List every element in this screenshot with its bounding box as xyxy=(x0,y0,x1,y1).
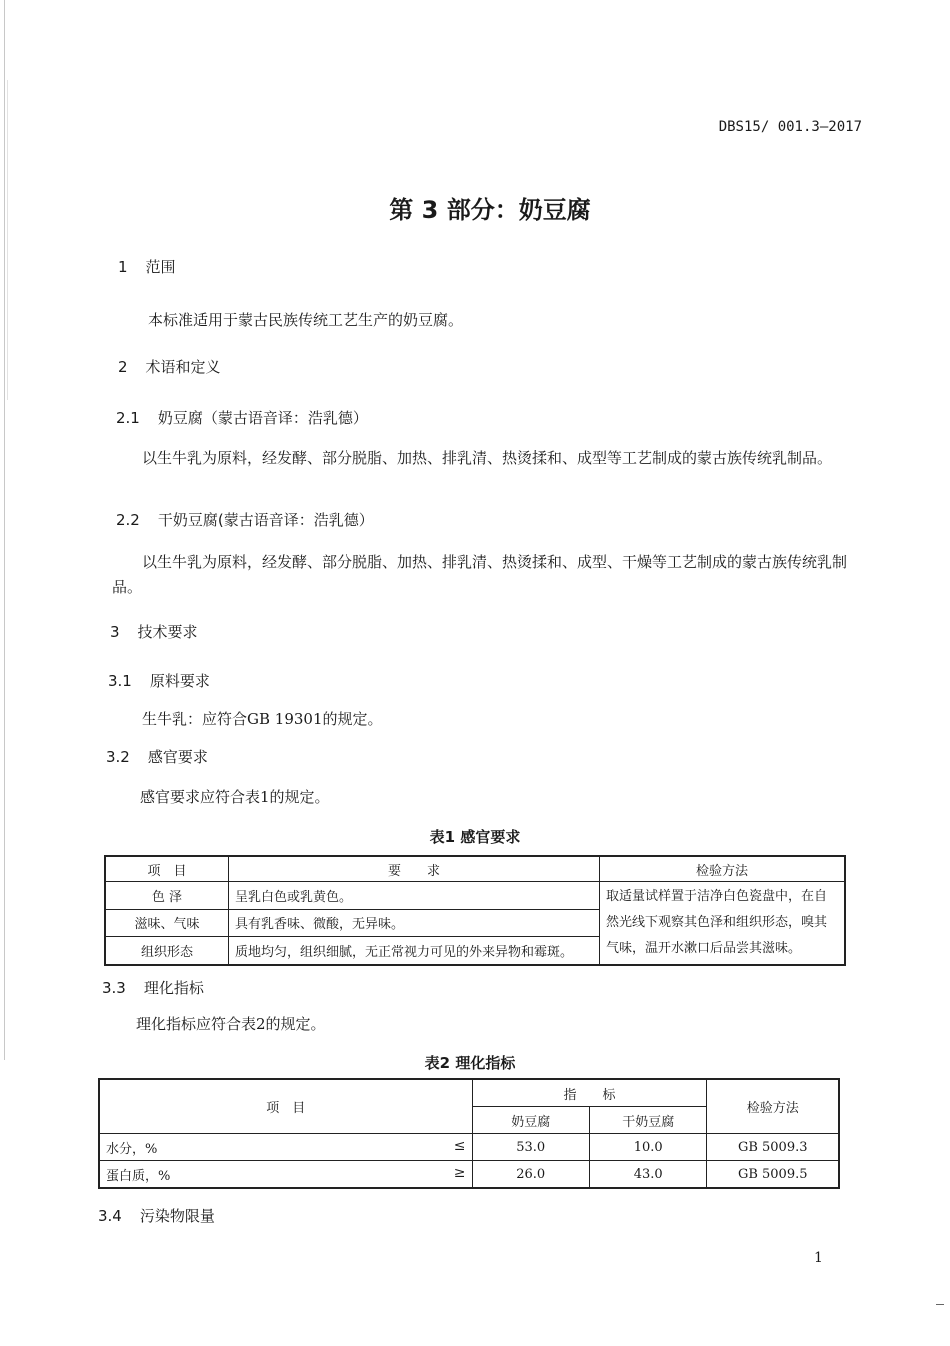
row-item xyxy=(99,1161,472,1189)
value-milk-tofu: 53.0 xyxy=(472,1134,589,1161)
section-title: 奶豆腐（蒙古语音译：浩乳德） xyxy=(157,409,368,427)
table-header-row xyxy=(105,856,845,882)
section-number: 3.4 xyxy=(98,1207,122,1225)
scan-edge-line-faint xyxy=(7,80,8,400)
table-row xyxy=(99,1134,839,1161)
value-dried-milk-tofu: 10.0 xyxy=(589,1134,706,1161)
section-number: 2.1 xyxy=(116,409,140,427)
section-number: 2.2 xyxy=(116,511,140,529)
value-dried-milk-tofu: 43.0 xyxy=(589,1161,706,1189)
table-2-caption: 表2 理化指标 xyxy=(424,1054,516,1072)
section-number: 1 xyxy=(118,258,128,276)
header-milk-tofu: 奶豆腐 xyxy=(472,1107,589,1134)
sensory-table xyxy=(104,855,846,966)
section-3-1-text: 生牛乳：应符合GB 19301的规定。 xyxy=(142,710,383,728)
section-3-2-heading xyxy=(106,746,208,767)
physicochemical-table xyxy=(98,1078,840,1189)
row-item xyxy=(99,1134,472,1161)
section-2-1-heading xyxy=(116,407,368,428)
header-index: 指 标 xyxy=(472,1079,707,1107)
item-label: 水分，% xyxy=(106,1141,158,1157)
section-number: 3.2 xyxy=(106,748,130,766)
section-title: 污染物限量 xyxy=(139,1207,215,1225)
inspection-method: 取适量试样置于洁净白色瓷盘中，在自然光线下观察其色泽和组织形态，嗅其气味，温开水漱口后品尝其滋味。 xyxy=(600,882,846,966)
section-1-text: 本标准适用于蒙古民族传统工艺生产的奶豆腐。 xyxy=(148,311,464,329)
section-title: 理化指标 xyxy=(143,979,204,997)
row-method: GB 5009.5 xyxy=(707,1161,839,1189)
section-number: 2 xyxy=(118,358,128,376)
row-requirement: 具有乳香味、微酸，无异味。 xyxy=(229,909,600,937)
section-title: 干奶豆腐(蒙古语音译：浩乳德） xyxy=(157,511,374,529)
scan-mark xyxy=(936,1304,944,1305)
header-method: 检验方法 xyxy=(707,1079,839,1134)
section-1-heading xyxy=(118,256,176,277)
section-3-3-text: 理化指标应符合表2的规定。 xyxy=(136,1015,326,1033)
header-dried-milk-tofu: 干奶豆腐 xyxy=(589,1107,706,1134)
section-2-heading xyxy=(118,356,221,377)
header-item: 项 目 xyxy=(99,1079,472,1134)
section-3-2-text: 感官要求应符合表1的规定。 xyxy=(140,788,330,806)
table-1-caption: 表1 感官要求 xyxy=(429,828,521,846)
section-title: 技术要求 xyxy=(137,623,198,641)
section-2-2-text: 以生牛乳为原料，经发酵、部分脱脂、加热、排乳清、热烫揉和、成型、干燥等工艺制成的蒙古族传统乳制品。 xyxy=(112,553,848,596)
row-item: 滋味、气味 xyxy=(105,909,229,937)
scan-edge-line xyxy=(4,0,5,1060)
section-number: 3.3 xyxy=(102,979,126,997)
table-header-row xyxy=(99,1079,839,1107)
row-item: 色 泽 xyxy=(105,882,229,910)
row-requirement: 呈乳白色或乳黄色。 xyxy=(229,882,600,910)
section-title: 术语和定义 xyxy=(145,358,221,376)
row-requirement: 质地均匀，组织细腻，无正常视力可见的外来异物和霉斑。 xyxy=(229,937,600,965)
table-row xyxy=(105,882,845,910)
header-requirement: 要 求 xyxy=(229,856,600,882)
section-2-2-heading xyxy=(116,509,374,530)
value-milk-tofu: 26.0 xyxy=(472,1161,589,1189)
section-3-4-heading xyxy=(98,1205,215,1226)
page-title: 第 3 部分：奶豆腐 xyxy=(389,196,591,224)
page-number: 1 xyxy=(814,1250,823,1266)
section-number: 3 xyxy=(110,623,120,641)
item-label: 蛋白质，% xyxy=(106,1168,171,1184)
section-title: 感官要求 xyxy=(147,748,208,766)
section-title: 范围 xyxy=(145,258,176,276)
section-title: 原料要求 xyxy=(149,672,210,690)
document-code: DBS15/ 001.3—2017 xyxy=(718,119,862,135)
section-3-3-heading xyxy=(102,977,204,998)
header-item: 项 目 xyxy=(105,856,229,882)
section-number: 3.1 xyxy=(108,672,132,690)
comparison-symbol: ≤ xyxy=(453,1137,466,1154)
section-2-1-text: 以生牛乳为原料，经发酵、部分脱脂、加热、排乳清、热烫揉和、成型等工艺制成的蒙古族传统乳制品。 xyxy=(142,449,833,467)
section-3-heading xyxy=(110,621,198,642)
row-item: 组织形态 xyxy=(105,937,229,965)
table-row xyxy=(99,1161,839,1189)
row-method: GB 5009.3 xyxy=(707,1134,839,1161)
comparison-symbol: ≥ xyxy=(453,1164,466,1181)
header-method: 检验方法 xyxy=(600,856,846,882)
section-3-1-heading xyxy=(108,670,210,691)
